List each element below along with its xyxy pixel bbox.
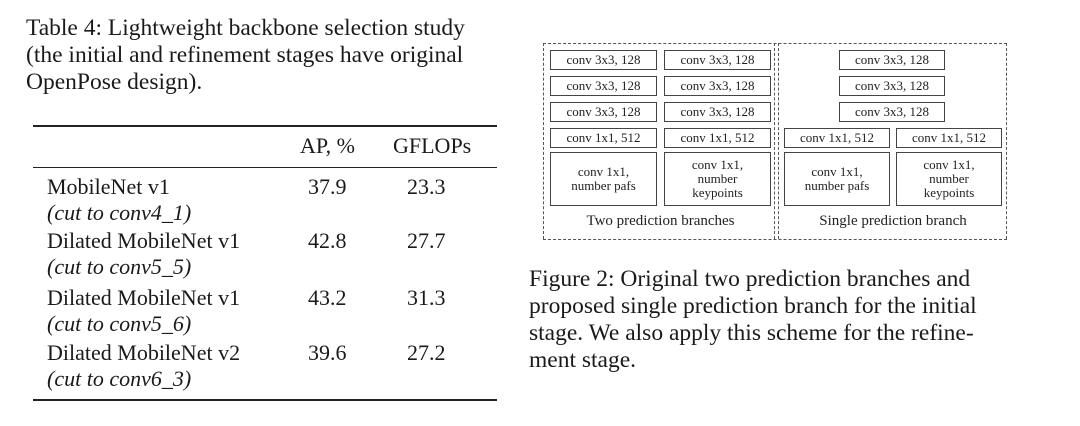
table-row-sub: (cut to conv5_6) <box>47 311 192 336</box>
keypoints-output-block <box>664 152 771 206</box>
pafs-output-block <box>784 152 890 206</box>
column-header-ap: AP, % <box>300 133 356 158</box>
conv3x3-block: conv 3x3, 128 <box>550 50 657 70</box>
keypoints-line: keypoints <box>923 185 975 200</box>
dashed-border-left <box>543 43 544 239</box>
pafs-line: number pafs <box>804 178 870 193</box>
conv1x1-512-block: conv 1x1, 512 <box>550 128 657 148</box>
conv1x1-512-block: conv 1x1, 512 <box>664 128 771 148</box>
dashed-border-top <box>543 43 1007 44</box>
table-row-sub: (cut to conv6_3) <box>47 366 192 391</box>
pafs-line: conv 1x1, <box>811 164 863 179</box>
dashed-separator <box>774 43 775 239</box>
conv3x3-block: conv 3x3, 128 <box>664 102 771 122</box>
conv1x1-512-block: conv 1x1, 512 <box>784 128 890 148</box>
table-cell-gflops: 27.2 <box>407 340 446 365</box>
figure-caption <box>529 266 1029 374</box>
conv3x3-block: conv 3x3, 128 <box>839 76 945 96</box>
figure-caption-line: Figure 2: Original two prediction branches and <box>529 266 971 292</box>
pafs-line: conv 1x1, <box>577 164 630 179</box>
keypoints-output-block <box>896 152 1002 206</box>
pafs-output-block <box>550 152 657 206</box>
table-header-rule <box>33 167 497 168</box>
table-cell-gflops: 27.7 <box>407 228 446 253</box>
label-two-branches: Two prediction branches <box>586 213 735 229</box>
conv3x3-block: conv 3x3, 128 <box>550 102 657 122</box>
keypoints-line: conv 1x1, <box>923 157 975 172</box>
keypoints-line: keypoints <box>692 185 743 200</box>
table-top-rule <box>33 125 497 127</box>
table-cell-ap: 42.8 <box>308 228 347 253</box>
table-caption <box>26 15 511 96</box>
table-caption-line: OpenPose design). <box>26 69 203 95</box>
table-row-name: Dilated MobileNet v1 <box>47 228 241 253</box>
dashed-border-bottom <box>543 239 1007 240</box>
keypoints-line: conv 1x1, <box>691 157 744 172</box>
column-header-gflops: GFLOPs <box>393 133 472 158</box>
table-row-name: MobileNet v1 <box>47 174 170 199</box>
figure-caption-line: proposed single prediction branch for the initial <box>529 293 977 319</box>
label-single-branch: Single prediction branch <box>819 213 967 229</box>
conv1x1-512-block: conv 1x1, 512 <box>896 128 1002 148</box>
table-cell-ap: 37.9 <box>308 174 347 199</box>
table-row-name: Dilated MobileNet v1 <box>47 285 241 310</box>
pafs-line: number pafs <box>571 178 636 193</box>
table-row-sub: (cut to conv4_1) <box>47 200 192 225</box>
table-caption-line: (the initial and refinement stages have original <box>26 42 464 68</box>
table-row-name: Dilated MobileNet v2 <box>47 340 241 365</box>
table-caption-line: Table 4: Lightweight backbone selection study <box>26 15 465 41</box>
keypoints-line: number <box>697 171 738 186</box>
figure-caption-line: stage. We also apply this scheme for the refine- <box>529 320 974 346</box>
conv3x3-block: conv 3x3, 128 <box>664 76 771 96</box>
table-cell-ap: 39.6 <box>308 340 347 365</box>
keypoints-line: number <box>929 171 969 186</box>
conv3x3-block: conv 3x3, 128 <box>550 76 657 96</box>
table-cell-gflops: 31.3 <box>407 285 446 310</box>
table-bottom-rule <box>33 399 497 401</box>
figure-caption-line: ment stage. <box>529 347 637 373</box>
dashed-border-right <box>1006 43 1007 239</box>
table-cell-ap: 43.2 <box>308 285 347 310</box>
dashed-separator <box>778 43 779 239</box>
conv3x3-block: conv 3x3, 128 <box>664 50 771 70</box>
conv3x3-block: conv 3x3, 128 <box>839 50 945 70</box>
table-row-sub: (cut to conv5_5) <box>47 254 192 279</box>
table-cell-gflops: 23.3 <box>407 174 446 199</box>
conv3x3-block: conv 3x3, 128 <box>839 102 945 122</box>
